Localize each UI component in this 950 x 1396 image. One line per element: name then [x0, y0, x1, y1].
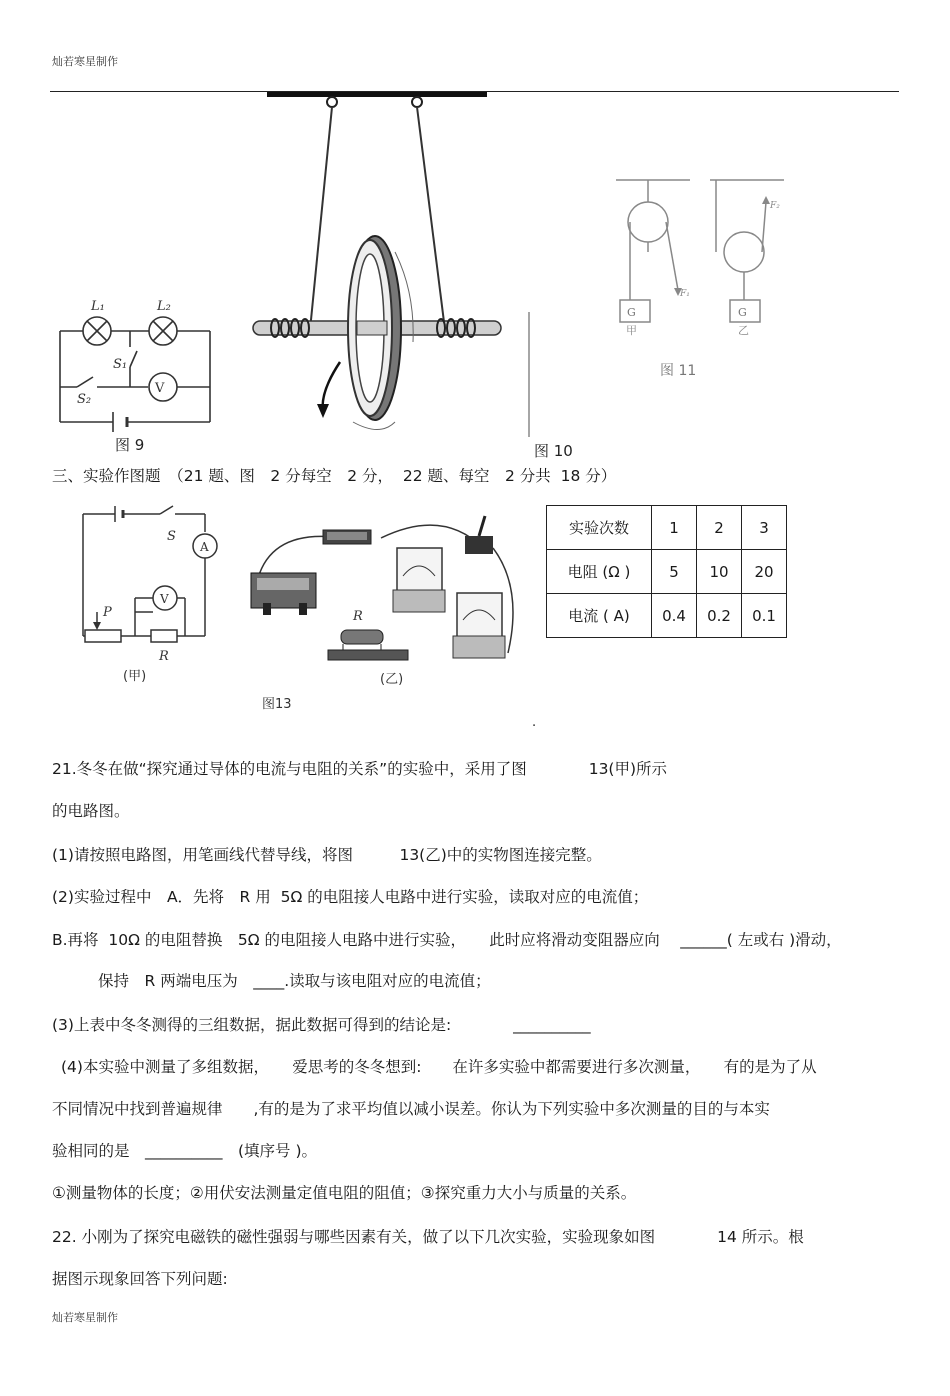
table-row: [547, 550, 787, 594]
question-21-part-2c: 保持 R 两端电压为 ____.读取与该电阻对应的电流值；: [98, 972, 491, 990]
table-cell: 0.4: [652, 594, 697, 638]
svg-text:V: V: [160, 592, 169, 606]
question-21-options: ①测量物体的长度；②用伏安法测量定值电阻的阻值；③探究重力大小与质量的关系。: [52, 1184, 637, 1202]
svg-text:G: G: [738, 306, 747, 319]
svg-text:F₂: F₂: [770, 201, 780, 211]
question-21-part-4c: 验相同的是 __________ (填序号 )。: [52, 1142, 318, 1160]
section-title: 三、实验作图题 （21 题、图 2 分每空 2 分， 22 题、每空 2 分共 18 分）: [52, 467, 617, 485]
question-21-part-2a: (2)实验过程中 A．先将 R 用 5Ω 的电阻接人电路中进行实验，读取对应的电流值；: [52, 888, 649, 906]
table-row: [547, 594, 787, 638]
svg-text:P: P: [103, 605, 112, 620]
figure-9-circuit: [55, 295, 215, 455]
experiment-table: [546, 505, 787, 638]
svg-text:F₁: F₁: [680, 289, 690, 299]
table-cell: 2: [697, 506, 742, 550]
svg-text:甲: 甲: [626, 324, 637, 337]
question-21-intro: 21.冬冬在做“探究通过导体的电流与电阻的关系”的实验中，采用了图 13(甲)所示: [52, 760, 668, 778]
svg-text:G: G: [627, 306, 636, 319]
figure-13-right-label: (乙): [380, 672, 404, 687]
question-21-part-4a: (4)本实验中测量了多组数据， 爱思考的冬冬想到: 在许多实验中都需要进行多次测量， 有的是为了从: [61, 1058, 817, 1076]
page-footer: 灿若寒星制作: [52, 1311, 118, 1324]
figure-13-circuit-diagram: [75, 500, 225, 690]
question-21-part-1: (1)请按照电路图，用笔画线代替导线，将图 13(乙)中的实物图连接完整。: [52, 846, 602, 864]
table-cell: 0.2: [697, 594, 742, 638]
table-cell: 1: [652, 506, 697, 550]
svg-text:S₂: S₂: [77, 392, 92, 407]
question-21-intro-cont: 的电路图。: [52, 802, 130, 820]
figure-9-caption: 图 9: [115, 436, 145, 454]
page-header: 灿若寒星制作: [52, 55, 118, 68]
svg-text:乙: 乙: [738, 324, 749, 337]
question-21-part-4b: 不同情况中找到普遍规律 ,有的是为了求平均值以减小误差。你认为下列实验中多次测量的目的与本实: [52, 1100, 770, 1118]
svg-text:V: V: [155, 381, 165, 396]
table-cell: 20: [742, 550, 787, 594]
svg-text:L₁: L₁: [91, 299, 105, 314]
question-21-part-3: (3)上表中冬冬测得的三组数据，据此数据可得到的结论是: __________: [52, 1016, 591, 1034]
question-22-intro: 22. 小刚为了探究电磁铁的磁性强弱与哪些因素有关，做了以下几次实验，实验现象如图 14 所示。根: [52, 1228, 804, 1246]
table-row-label: 实验次数: [547, 506, 652, 550]
svg-text:A: A: [200, 540, 209, 554]
figure-11-caption: 图 11: [660, 363, 697, 379]
table-cell: 0.1: [742, 594, 787, 638]
figure-11-pulleys: [612, 172, 802, 382]
svg-text:S: S: [167, 529, 176, 544]
figure-13-caption: 图13: [262, 697, 292, 712]
table-cell: 10: [697, 550, 742, 594]
stray-dot: .: [532, 715, 537, 730]
figure-13-left-label: (甲): [123, 669, 147, 684]
table-row: [547, 506, 787, 550]
question-22-intro-cont: 据图示现象回答下列问题:: [52, 1270, 228, 1288]
table-cell: 3: [742, 506, 787, 550]
figure-10-wheel: [245, 92, 535, 442]
question-21-part-2b: B.再将 10Ω 的电阻替换 5Ω 的电阻接人电路中进行实验， 此时应将滑动变阻器应向 ______( 左或右 )滑动，: [52, 931, 842, 949]
svg-text:L₂: L₂: [157, 299, 171, 314]
figure-10-caption: 图 10: [534, 442, 573, 460]
table-row-label: 电流 ( A): [547, 594, 652, 638]
table-cell: 5: [652, 550, 697, 594]
table-row-label: 电阻 (Ω ): [547, 550, 652, 594]
svg-text:R: R: [159, 649, 169, 664]
figure-13-r-label: R: [353, 609, 363, 624]
figure-13-apparatus: [243, 508, 533, 693]
svg-text:S₁: S₁: [113, 357, 128, 372]
